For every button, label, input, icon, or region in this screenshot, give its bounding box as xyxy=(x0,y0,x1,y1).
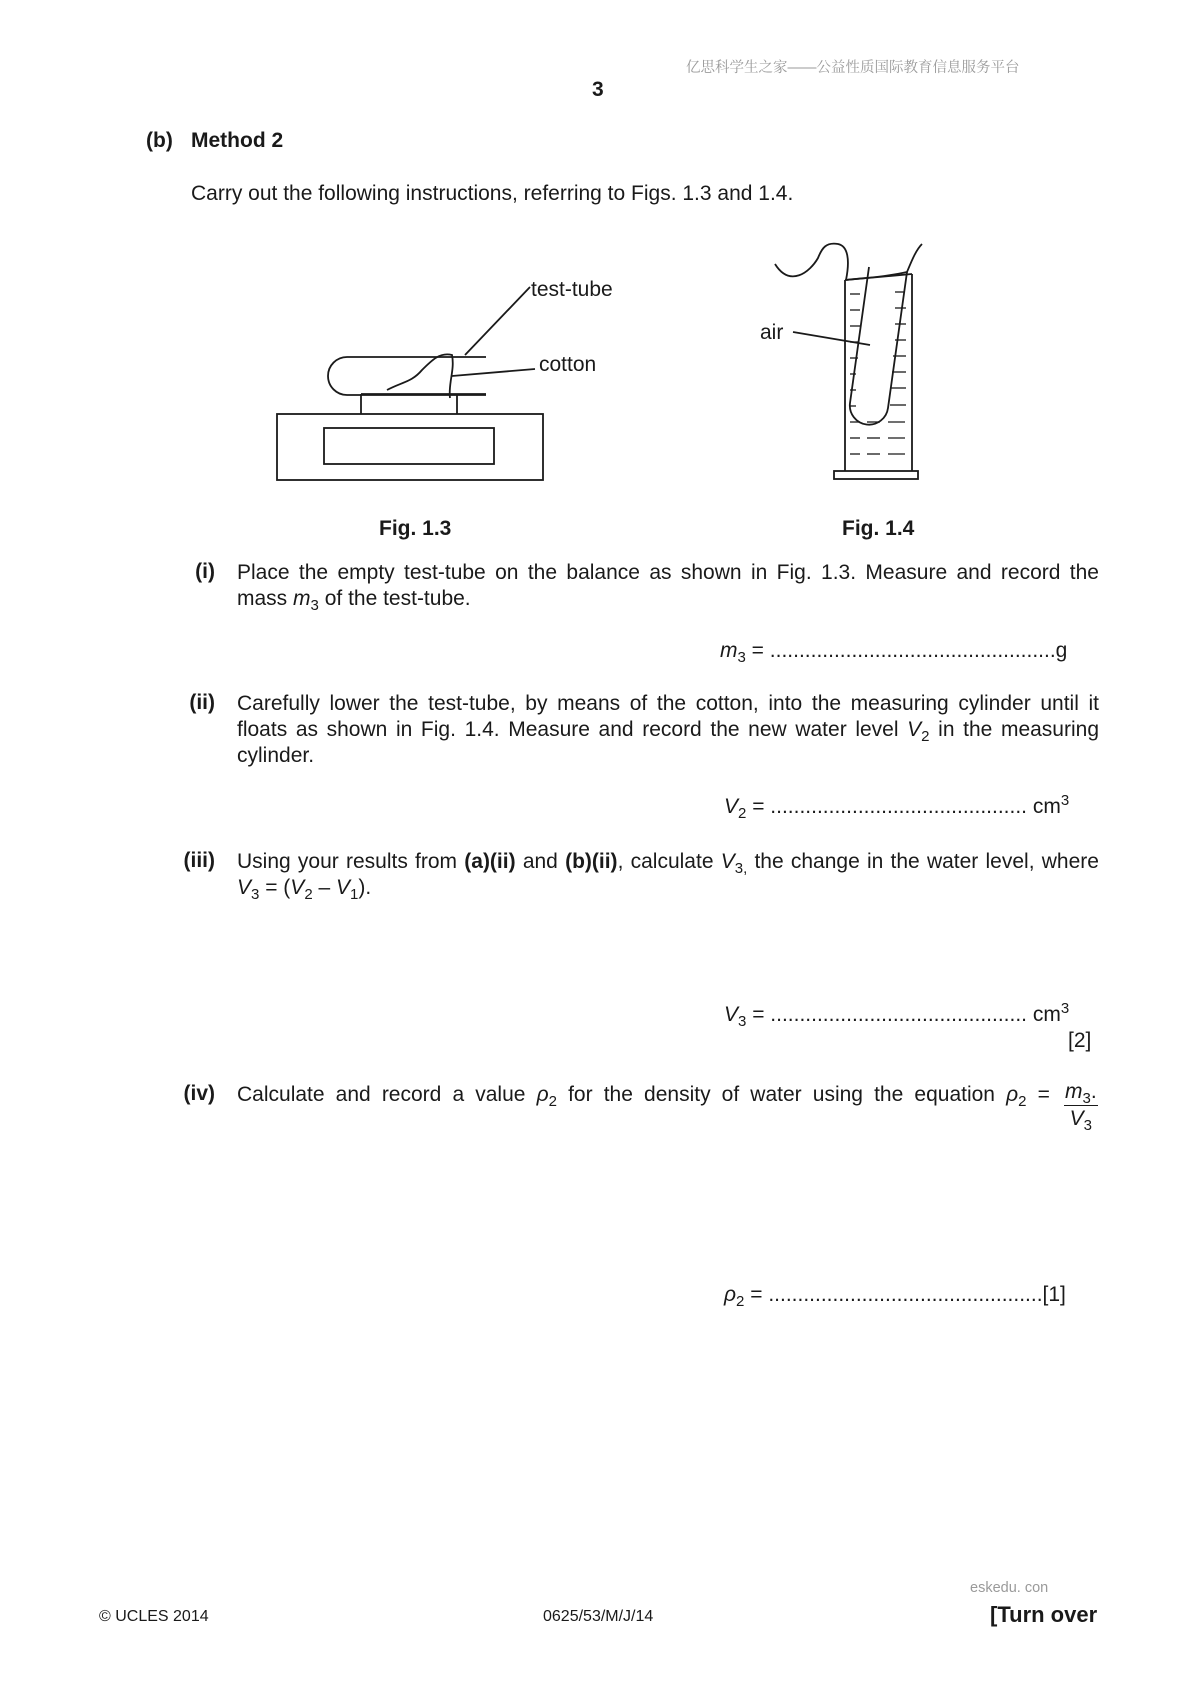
fig14-caption: Fig. 1.4 xyxy=(842,517,915,540)
water-dashes xyxy=(850,292,906,454)
answer-line-rho2[interactable]: $\rho_2 = ...............................................[1]$ xyxy=(724,1283,1066,1310)
page-number: 3 xyxy=(592,78,604,101)
balance-display xyxy=(324,428,494,464)
site-watermark: eskedu. con xyxy=(970,1580,1049,1596)
section-title: Method 2 xyxy=(191,129,284,152)
answer-line-v3[interactable]: $V_3$ = ............................................ $cm^3$ xyxy=(724,1000,1070,1030)
density-fraction: $m_3$. $V_3$ xyxy=(1065,1080,1097,1134)
figures-svg xyxy=(0,0,1191,540)
question-ii-text: Carefully lower the test-tube, by means of the cotton, into the measuring cylinder until it floats as shown in Fig. 1.4. Measure and record the new water level $V_2$ in the measuring cylinder. xyxy=(237,692,1099,767)
balance-base xyxy=(277,414,543,480)
marks-iii: [2] xyxy=(1068,1029,1092,1052)
cylinder-base xyxy=(834,471,918,479)
fig-1-3-balance xyxy=(277,287,543,480)
test-tube-floating xyxy=(850,267,907,425)
question-iii-label: (iii) xyxy=(183,849,215,872)
fig13-label-test-tube: test-tube xyxy=(531,278,613,301)
question-i-label: (i) xyxy=(195,560,215,583)
fig14-label-air: air xyxy=(760,321,784,344)
footer-copyright: © UCLES 2014 xyxy=(99,1608,209,1625)
section-label: (b) xyxy=(146,129,173,152)
turn-over: [Turn over xyxy=(990,1602,1098,1627)
question-i-text: Place the empty test-tube on the balance as shown in Fig. 1.3. Measure and record the mass $m_3$ of the test-tube. xyxy=(237,561,1099,614)
cotton-thread xyxy=(387,354,453,398)
fig-1-4-cylinder xyxy=(775,244,922,479)
section-intro: Carry out the following instructions, referring to Figs. 1.3 and 1.4. xyxy=(191,182,794,205)
answer-line-m3[interactable]: $m_3 = .................................................g$ xyxy=(720,639,1068,666)
fig13-caption: Fig. 1.3 xyxy=(379,517,452,540)
question-iv-label: (iv) xyxy=(183,1082,215,1105)
watermark-text: 亿思科学生之家——公益性质国际教育信息服务平台 xyxy=(686,60,1020,76)
question-iii-text: Using your results from (a)(ii) and (b)(ii), calculate $V_{3,}$ the change in the water level, where $V_3 = (V_2 - V_1)$. xyxy=(237,850,1099,903)
answer-line-v2[interactable]: $V_2$ = ............................................ $cm^3$ xyxy=(724,792,1070,822)
question-ii-label: (ii) xyxy=(189,691,215,714)
fig13-label-cotton: cotton xyxy=(539,353,597,376)
footer-paper-code: 0625/53/M/J/14 xyxy=(543,1608,654,1625)
question-iv-text: Calculate and record a value $\rho_2$ for the density of water using the equation $\rho_2$ = xyxy=(237,1083,1061,1110)
